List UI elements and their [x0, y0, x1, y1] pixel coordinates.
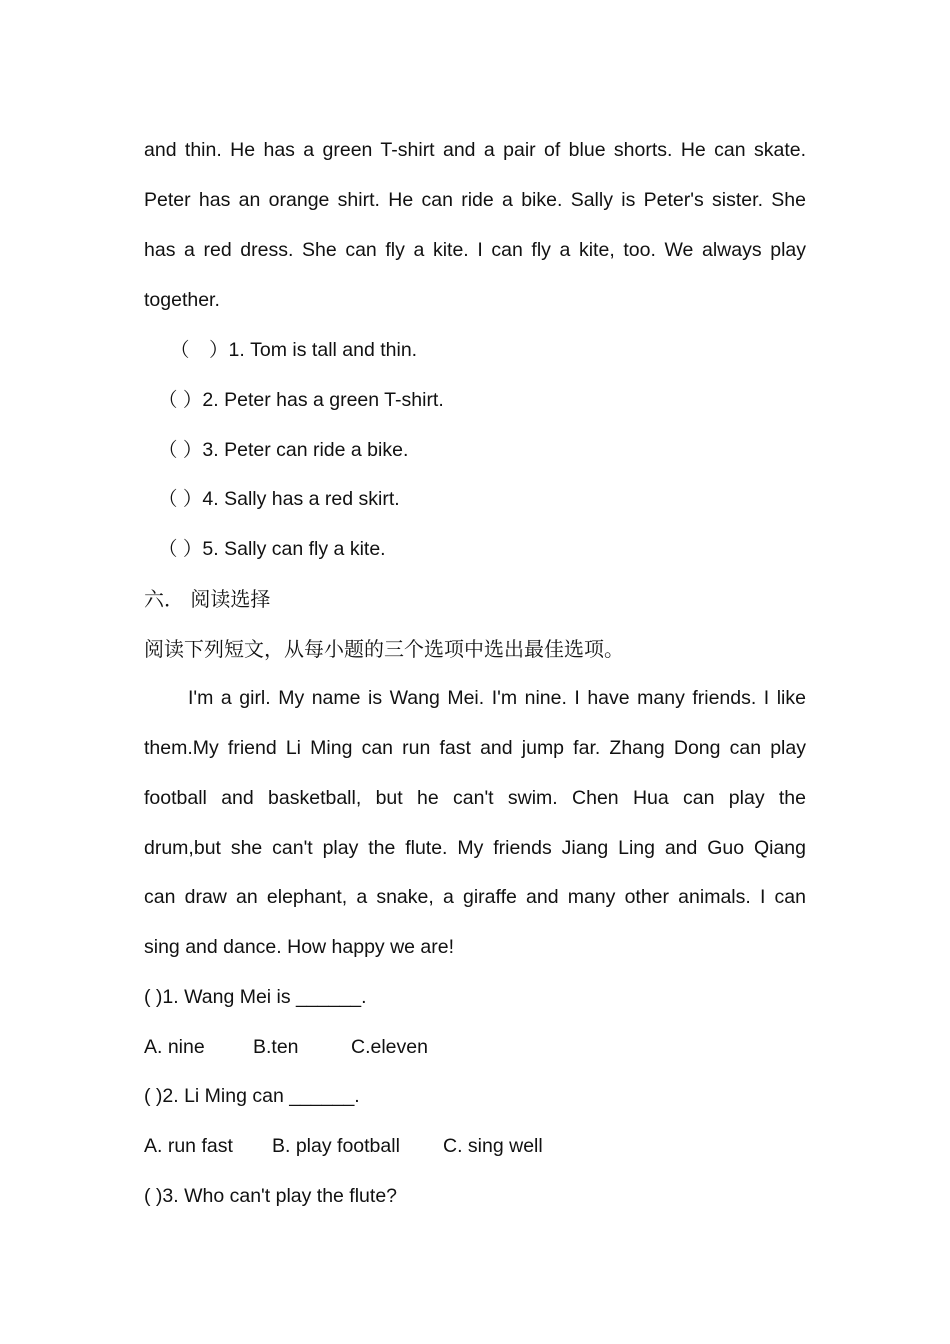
question-2-stem: ( )2. Li Ming can ______. [144, 1085, 360, 1107]
question-3-stem: ( )3. Who can't play the flute? [144, 1185, 398, 1207]
question-2-option-a: A. run fast [144, 1135, 233, 1157]
passage2-line-5: can draw an elephant, a snake, a giraffe and many other animals. I can [144, 886, 806, 908]
passage1-line-2: Peter has an orange shirt. He can ride a bike. Sally is Peter's sister. She [144, 189, 806, 211]
tf-item-2: （ ）2. Peter has a green T-shirt. [158, 389, 444, 411]
tf-item-4: （ ）4. Sally has a red skirt. [158, 488, 400, 510]
section-instruction: 阅读下列短文，从每小题的三个选项中选出最佳选项。 [144, 637, 624, 661]
tf-item-1: （ ）1. Tom is tall and thin. [170, 339, 418, 361]
question-2-option-b: B. play football [272, 1135, 400, 1157]
passage1-line-3: has a red dress. She can fly a kite. I can fly a kite, too. We always play [144, 239, 806, 261]
passage1-line-4: together. [144, 289, 220, 311]
question-2-option-c: C. sing well [443, 1135, 543, 1157]
section-heading: 六． 阅读选择 [144, 587, 271, 611]
question-1-options [144, 1032, 428, 1062]
passage2-line-2: them.My friend Li Ming can run fast and jump far. Zhang Dong can play [144, 737, 806, 759]
passage2-line-4: drum,but she can't play the flute. My friends Jiang Ling and Guo Qiang [144, 837, 806, 859]
tf-item-3: （ ）3. Peter can ride a bike. [158, 439, 409, 461]
question-1-stem: ( )1. Wang Mei is ______. [144, 986, 367, 1008]
passage2-line-6: sing and dance. How happy we are! [144, 936, 455, 958]
question-2-options [144, 1131, 543, 1161]
question-1-option-c: C.eleven [351, 1036, 428, 1058]
question-1-option-b: B.ten [253, 1036, 299, 1058]
passage2-line-3: football and basketball, but he can't swim. Chen Hua can play the [144, 787, 806, 809]
passage2-line-1: I'm a girl. My name is Wang Mei. I'm nine. I have many friends. I like [188, 687, 806, 709]
question-1-option-a: A. nine [144, 1036, 205, 1058]
passage1-line-1: and thin. He has a green T-shirt and a pair of blue shorts. He can skate. [144, 139, 806, 161]
tf-item-5: （ ）5. Sally can fly a kite. [158, 538, 386, 560]
